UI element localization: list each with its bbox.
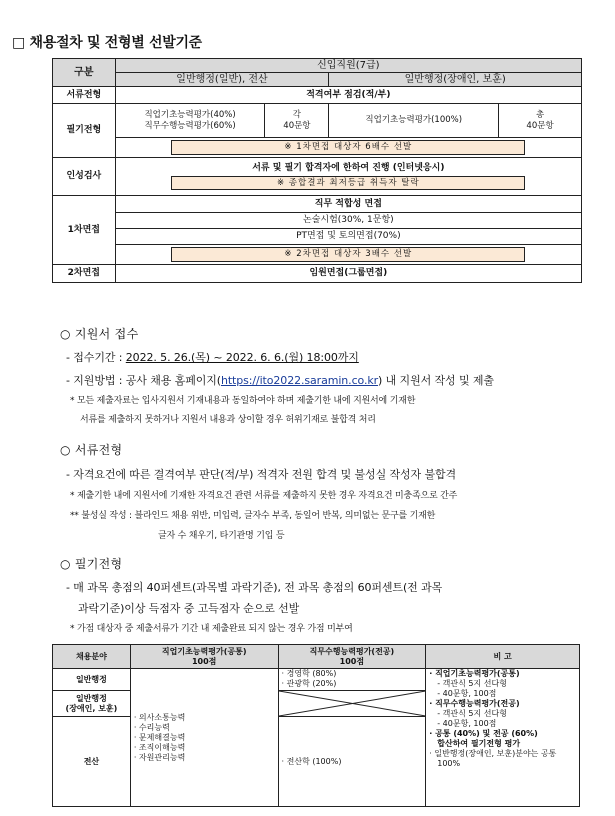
remark-line: - 40문항, 100점 bbox=[437, 689, 497, 698]
header-col-disabled-veteran: 일반행정(장애인, 보훈) bbox=[329, 73, 582, 87]
basic-item: · 자원관리능력 bbox=[133, 752, 186, 762]
t2-row-general: 일반행정 bbox=[53, 669, 131, 691]
written-b-count: 40문항 bbox=[526, 120, 554, 131]
interview2-value: 임원면접(그룹면접) bbox=[115, 265, 581, 283]
row-label-written: 필기전형 bbox=[53, 104, 116, 158]
written-line: 과락기준)이상 득점자 중 고득점자 순으로 선발 bbox=[78, 602, 300, 615]
row-label-interview2: 2차면접 bbox=[53, 265, 116, 283]
remark-line: - 객관식 5지 선다형 bbox=[437, 679, 507, 688]
t2-header-basic-points: 100점 bbox=[191, 656, 217, 666]
row-label-doc: 서류전형 bbox=[53, 87, 116, 104]
basic-item: · 조직이해능력 bbox=[133, 742, 186, 752]
t2-header-field: 채용분야 bbox=[53, 645, 131, 669]
header-gubun: 구분 bbox=[53, 59, 116, 87]
interview1-item: 논술시험(30%, 1문항) bbox=[115, 213, 581, 229]
application-period: - 접수기간 : 2022. 5. 26.(목) ~ 2022. 6. 6.(월) 18:00까지 bbox=[66, 351, 359, 364]
written-a-count: 40문항 bbox=[283, 120, 311, 131]
section-heading-application: ○ 지원서 접수 bbox=[60, 327, 139, 341]
recruit-homepage-link[interactable]: https://ito2022.saramin.co.kr bbox=[220, 374, 379, 387]
written-a-count: 각 bbox=[292, 110, 302, 121]
t2-header-job-points: 100점 bbox=[339, 656, 365, 666]
remark-line: 합산하여 필기전형 평가 bbox=[437, 739, 521, 748]
basic-item: · 수리능력 bbox=[133, 722, 170, 732]
written-a-subject: 직무수행능력평가(60%) bbox=[144, 120, 236, 131]
interview1-value: 직무 적합성 면접 bbox=[115, 196, 581, 213]
interview1-note: ※ 2차면접 대상자 3배수 선발 bbox=[171, 247, 525, 261]
remark-line: · 일반행정(장애인, 보훈)분야는 공통 bbox=[429, 749, 557, 758]
section-heading-doc-screening: ○ 서류전형 bbox=[60, 443, 123, 457]
header-col-general-it: 일반행정(일반), 전산 bbox=[115, 73, 329, 87]
row-label-interview1: 1차면접 bbox=[53, 196, 116, 265]
t2-header-remarks: 비 고 bbox=[426, 645, 580, 669]
written-test-table bbox=[52, 644, 580, 807]
remark-line: · 직무수행능력평가(전공) bbox=[429, 699, 520, 708]
application-note: 서류를 제출하지 못하거나 지원서 내용과 상이할 경우 허위기재로 불합격 처리 bbox=[80, 415, 376, 425]
t2-header-job: 직무수행능력평가(전공) bbox=[309, 646, 395, 656]
written-a-subject: 직업기초능력평가(40%) bbox=[144, 110, 236, 121]
basic-item: · 의사소통능력 bbox=[133, 712, 186, 722]
doc-value: 적격여부 점검(적/부) bbox=[115, 87, 581, 104]
doc-screening-note: ** 불성실 작성 : 블라인드 채용 위반, 미입력, 글자수 부족, 동일어 반복, 의미없는 문구를 기재한 bbox=[70, 511, 436, 521]
written-line: - 매 과목 총점의 40퍼센트(과목별 과락기준), 전 과목 총점의 60퍼센트(전 과목 bbox=[66, 581, 443, 594]
interview1-item: PT면접 및 토의면접(70%) bbox=[115, 229, 581, 245]
doc-screening-line: - 자격요건에 따른 결격여부 판단(적/부) 적격자 전원 합격 및 불성실 작성자 불합격 bbox=[66, 468, 457, 481]
not-applicable-cell bbox=[278, 691, 426, 717]
remark-line: - 40문항, 100점 bbox=[437, 719, 497, 728]
aptitude-value: 서류 및 필기 합격자에 한하여 진행 (인터넷응시) bbox=[252, 162, 445, 173]
t2-row-disabled-veteran: 일반행정 (장애인, 보훈) bbox=[53, 691, 131, 717]
remark-line: · 직업기초능력평가(공통) bbox=[429, 669, 520, 678]
t2-remarks bbox=[426, 669, 580, 807]
doc-screening-note: * 제출기한 내에 지원서에 기재한 자격요건 관련 서류를 제출하지 못한 경우 자격요건 미충족으로 간주 bbox=[70, 491, 458, 501]
written-note: ※ 1차면접 대상자 6배수 선발 bbox=[171, 140, 525, 154]
aptitude-note: ※ 종합결과 최저등급 취득자 탈락 bbox=[171, 176, 525, 190]
basic-item: · 문제해결능력 bbox=[133, 732, 186, 742]
header-new-hire: 신입직원(7급) bbox=[115, 59, 581, 73]
written-b-subject: 직업기초능력평가(100%) bbox=[329, 104, 499, 138]
selection-procedure-table bbox=[52, 58, 582, 283]
application-period-value: 2022. 5. 26.(목) ~ 2022. 6. 6.(월) 18:00까지 bbox=[125, 351, 359, 364]
remark-line: 100% bbox=[437, 759, 461, 768]
doc-screening-note: 글자 수 채우기, 타기관명 기입 등 bbox=[158, 531, 285, 541]
section-heading-written: ○ 필기전형 bbox=[60, 557, 123, 571]
application-method: - 지원방법 : 공사 채용 홈페이지(https://ito2022.saramin.co.kr) 내 지원서 작성 및 제출 bbox=[66, 374, 494, 387]
t2-row-it: 전산 bbox=[53, 717, 131, 807]
written-note: * 가점 대상자 중 제출서류가 기간 내 제출완료 되지 않는 경우 가점 미부여 bbox=[70, 624, 353, 634]
remark-line: · 공통 (40%) 및 전공 (60%) bbox=[429, 729, 538, 738]
page-title: □ 채용절차 및 전형별 선발기준 bbox=[12, 35, 202, 51]
remark-line: - 객관식 5지 선다형 bbox=[437, 709, 507, 718]
written-b-count: 총 bbox=[535, 110, 545, 121]
job-item: · 경영학 (80%) bbox=[281, 669, 337, 678]
job-item: · 관광학 (20%) bbox=[281, 679, 337, 688]
application-note: * 모든 제출자료는 입사지원서 기재내용과 동일하여야 하며 제출기한 내에 지원서에 기재한 bbox=[70, 396, 416, 406]
t2-header-basic: 직업기초능력평가(공통) bbox=[161, 646, 247, 656]
row-label-aptitude: 인성검사 bbox=[53, 158, 116, 196]
job-item: · 전산학 (100%) bbox=[278, 717, 426, 807]
